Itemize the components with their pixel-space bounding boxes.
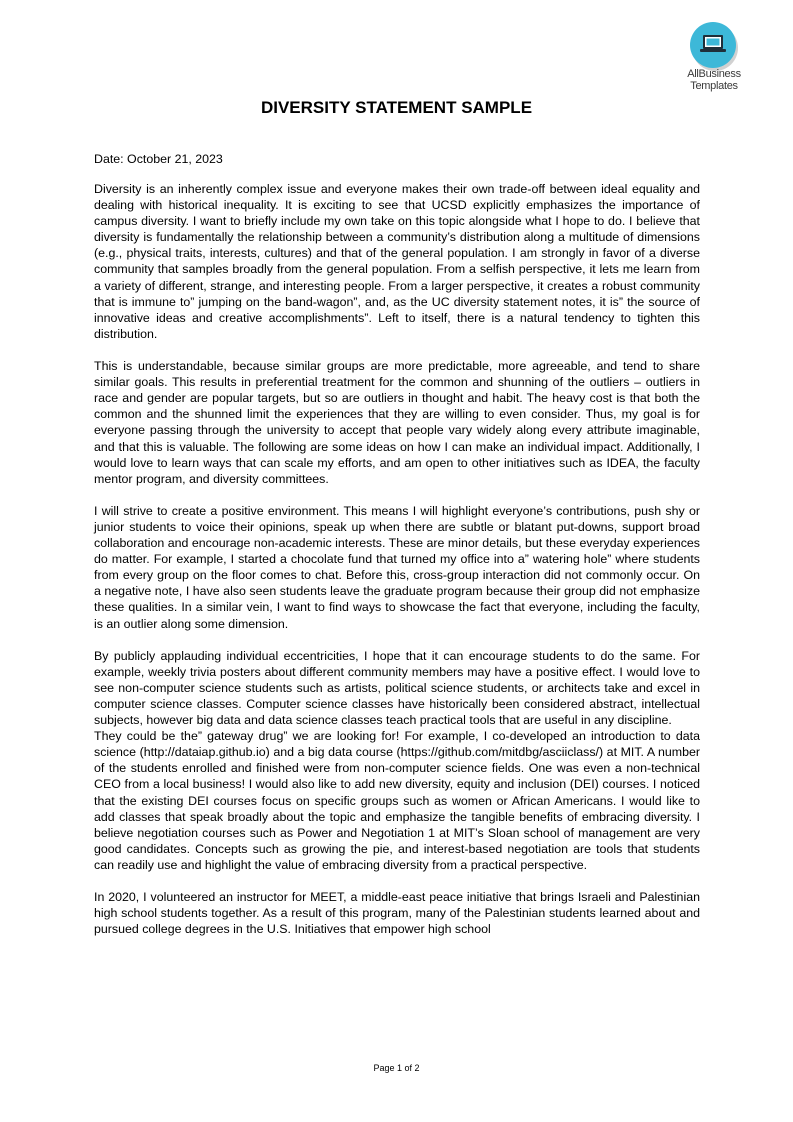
body-paragraph-3: I will strive to create a positive environment. This means I will highlight everyone’s contributions, push shy or junior students to voice their opinions, speak up when there are subtle or blatant put-downs, support broad collaboration and encourage non-academic interests. These are minor details, but these everyday experiences do matter. For example, I started a chocolate fund that turned my office into a” watering hole” where students from every group on the floor comes to chat. Before this, cross-group interaction did not commonly occur. On a negative note, I have also seen students leave the graduate program because their group did not emphasize these qualities. In a similar vein, I want to find ways to showcase the fact that everyone, including the faculty, is an outlier along some dimension. (94, 503, 700, 631)
document-date: Date: October 21, 2023 (94, 152, 223, 166)
brand-logo (678, 20, 750, 96)
body-paragraph-1: Diversity is an inherently complex issue and everyone makes their own trade-off between ideal equality and dealing with historical inequality. It is exciting to see that UCSD explicitly emphasizes the importance of campus diversity. I want to briefly include my own take on this topic alongside what I hope to do. I believe that diversity is fundamentally the relationship between a community’s distribution along a multitude of dimensions (e.g., physical traits, interests, cultures) and that of the general population. I am strongly in favor of a diverse community that samples broadly from the general population. From a selfish perspective, it lets me learn from a variety of different, strange, and interesting people. From a larger perspective, it creates a robust community that is immune to” jumping on the band-wagon”, and, as the UC diversity statement notes, it is” the source of innovative ideas and creative accomplishments”. Left to itself, there is a natural tendency to tighten this distribution. (94, 182, 700, 341)
document-title: DIVERSITY STATEMENT SAMPLE (260, 98, 533, 117)
body-paragraph-2: This is understandable, because similar groups are more predictable, more agreeable, and tend to share similar goals. This results in preferential treatment for the common and shunning of the outliers – outliers in race and gender are popular targets, but so are outliers in thought and habit. The heavy cost is that both the common and the shunned limit the experiences that they are willing to even consider. Thus, my goal is for everyone passing through the university to accept that people vary widely along every attribute imaginable, and that this is valuable. The following are some ideas on how I can make an individual impact. Additionally, I would love to learn ways that can scale my efforts, and am open to other initiatives such as IDEA, the faculty mentor program, and diversity committees. (94, 359, 700, 486)
page-number: Page 1 of 2 (373, 1063, 420, 1073)
body-paragraph-4: By publicly applauding individual eccentricities, I hope that it can encourage students to do the same. For example, weekly trivia posters about different community members may have a positive effect. I would love to see non-computer science students such as artists, political science students, or architects take and excel in computer science classes. Computer science classes have historically been considered abstract, intellectual subjects, however big data and data science classes teach practical tools that are useful in any discipline. (94, 648, 700, 728)
logo-wordmark (678, 68, 750, 92)
logo-badge (690, 22, 736, 68)
logo-brand-line2: Templates (690, 80, 738, 92)
logo-brand-line1: AllBusiness (687, 68, 741, 80)
body-paragraph-5: They could be the” gateway drug” we are looking for! For example, I co-developed an introduction to data science (http://dataiap.github.io) and a big data course (https://github.com/mitdbg/asciiclass/) at MIT. A number of the students enrolled and finished were from non-computer science fields. One was even a non-technical CEO from a local business! I would also like to add new diversity, equity and inclusion (DEI) courses. I noticed that the existing DEI courses focus on specific groups such as women or African Americans. I would like to add classes that speak broadly about the topic and emphasize the tangible benefits of embracing diversity. I believe negotiation courses such as Power and Negotiation 1 at MIT’s Sloan school of management are very good candidates. Concepts such as growing the pie, and interest-based negotiation are tools that students can readily use and highlight the value of embracing diversity from a practical perspective. (94, 729, 700, 872)
laptop-icon (699, 33, 727, 55)
document-body (94, 181, 700, 954)
body-paragraph-6: In 2020, I volunteered an instructor for MEET, a middle-east peace initiative that brings Israeli and Palestinian high school students together. As a result of this program, many of the Palestinian students learned about and pursued college degrees in the U.S. Initiatives that empower high school (94, 890, 700, 937)
